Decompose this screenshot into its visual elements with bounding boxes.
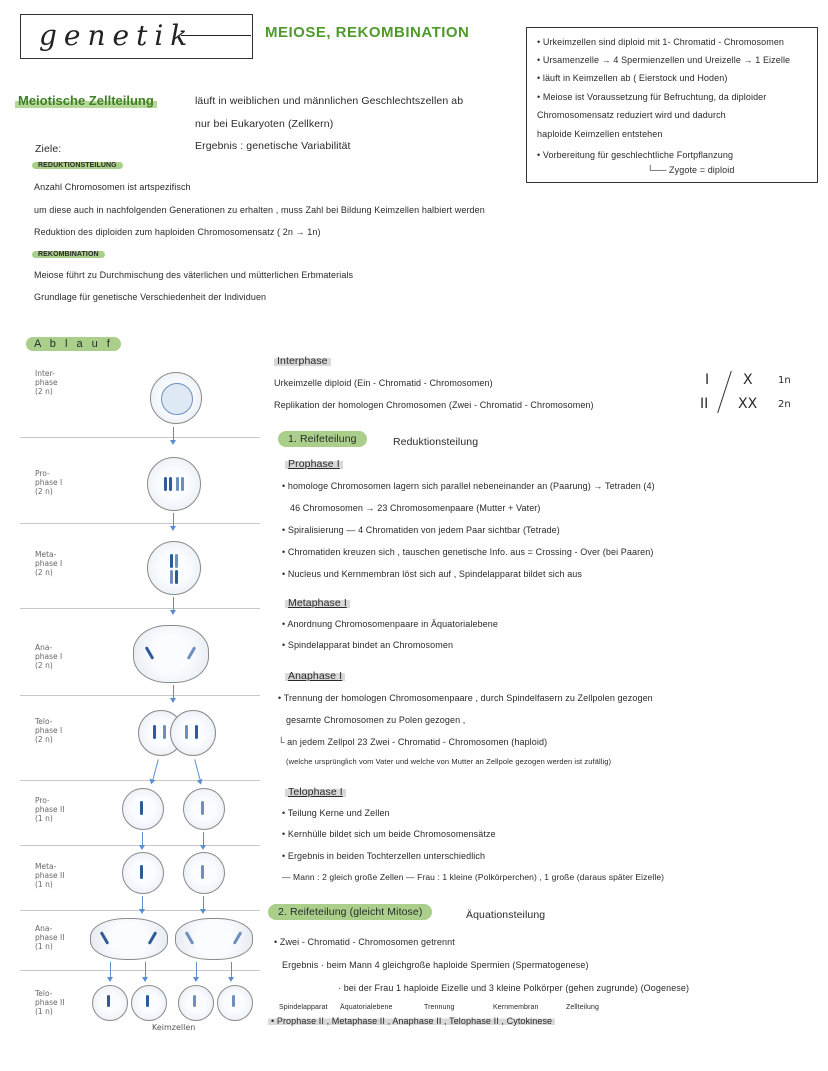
row-label-anaphase-1: Ana- phase I (2 n) — [35, 643, 63, 670]
info-line: • Ursamenzelle → 4 Spermienzellen und Ureizelle → 1 Eizelle — [537, 55, 791, 65]
row-label-prophase-2: Pro- phase II (1 n) — [35, 796, 65, 823]
reife1-badge: 1. Reifeteilung — [278, 433, 367, 445]
cell-metaphase-2-left — [122, 852, 164, 894]
prophase-1-line: • Spiralisierung — 4 Chromatiden von jedem Paar sichtbar (Tetrade) — [282, 525, 560, 535]
interphase-title: Interphase — [274, 355, 331, 367]
reife1-subtitle: Reduktionsteilung — [393, 436, 479, 448]
cell-metaphase-2-right — [183, 852, 225, 894]
interphase-sym: XX — [738, 396, 758, 412]
cell-anaphase-2-left — [90, 918, 168, 960]
gamete — [178, 985, 214, 1021]
cell-interphase — [150, 372, 202, 424]
meiosis-diagram — [20, 355, 260, 1035]
rekombination-line: Meiose führt zu Durchmischung des väterlichen und mütterlichen Erbmaterials — [34, 270, 354, 280]
cell-metaphase-1 — [147, 541, 201, 595]
reduktion-line: Anzahl Chromosomen ist artspezifisch — [34, 182, 191, 192]
info-line: haploide Keimzellen entstehen — [537, 129, 663, 139]
logo-underline — [181, 35, 251, 36]
interphase-divider — [717, 371, 732, 413]
phase-small-label: Trennung — [424, 1004, 455, 1011]
info-line: • Vorbereitung für geschlechtliche Fortpflanzung — [537, 150, 734, 160]
row-label-interphase: Inter- phase (2 n) — [35, 369, 58, 396]
row-label-telophase-2: Telo- phase II (1 n) — [35, 989, 65, 1016]
interphase-line: Replikation der homologen Chromosomen (Zwei - Chromatid - Chromosomen) — [274, 400, 594, 410]
anaphase-1-title: Anaphase I — [285, 670, 345, 682]
gamete — [217, 985, 253, 1021]
cell-prophase-2-left — [122, 788, 164, 830]
reduktion-label: REDUKTIONSTEILUNG — [32, 162, 123, 169]
reife2-line: • Zwei - Chromatid - Chromosomen getrennt — [274, 937, 455, 947]
reife2-line: · bei der Frau 1 haploide Eizelle und 3 kleine Polkörper (gehen zugrunde) (Oogenese) — [338, 983, 690, 993]
metaphase-1-line: • Anordnung Chromosomenpaare in Äquatorialebene — [282, 619, 498, 629]
keimzellen-label: Keimzellen — [152, 1023, 196, 1032]
gamete — [131, 985, 167, 1021]
info-box — [526, 27, 818, 183]
cell-anaphase-1 — [133, 625, 209, 683]
telophase-1-line: • Kernhülle bildet sich um beide Chromosomensätze — [282, 829, 496, 839]
prophase-1-line: 46 Chromosomen → 23 Chromosomenpaare (Mutter + Vater) — [290, 503, 541, 513]
row-label-prophase-1: Pro- phase I (2 n) — [35, 469, 63, 496]
ergebnis-line: Ergebnis : genetische Variabilität — [195, 140, 351, 152]
info-line: Chromosomensatz reduziert wird und dadurch — [537, 110, 726, 120]
interphase-sym: 2n — [778, 399, 791, 410]
prophase-1-title: Prophase I — [285, 458, 343, 470]
phase-small-label: Äquatorialebene — [340, 1004, 393, 1011]
intro-line: läuft in weiblichen und männlichen Geschlechtszellen ab — [195, 95, 464, 107]
cell-prophase-2-right — [183, 788, 225, 830]
interphase-sym: II — [700, 396, 709, 412]
ziele-label: Ziele: — [35, 143, 62, 155]
section-heading-meiotische: Meiotische Zellteilung — [15, 90, 157, 109]
telophase-1-title: Telophase I — [285, 786, 346, 798]
anaphase-1-line: gesamte Chromosomen zu Polen gezogen , — [286, 715, 466, 725]
anaphase-1-line: (welche ursprünglich vom Vater und welche von Mutter an Zellpole gezogen werden ist zufällig) — [286, 757, 612, 766]
interphase-sym: X — [743, 372, 753, 388]
telophase-1-line: — Mann : 2 gleich große Zellen — Frau : 1 kleine (Polkörperchen) , 1 große (daraus später Eizelle) — [282, 872, 665, 882]
anaphase-1-line: └ an jedem Zellpol 23 Zwei - Chromatid - Chromosomen (haploid) — [278, 737, 548, 747]
row-label-metaphase-1: Meta- phase I (2 n) — [35, 550, 63, 577]
intro-line: nur bei Eukaryoten (Zellkern) — [195, 118, 334, 130]
interphase-line: Urkeimzelle diploid (Ein - Chromatid - Chromosomen) — [274, 378, 493, 388]
metaphase-1-title: Metaphase I — [285, 597, 350, 609]
phase-small-label: Spindelapparat — [279, 1004, 328, 1011]
metaphase-1-line: • Spindelapparat bindet an Chromosomen — [282, 640, 454, 650]
row-label-telophase-1: Telo- phase I (2 n) — [35, 717, 63, 744]
rekombination-label: REKOMBINATION — [32, 251, 105, 258]
rekombination-line: Grundlage für genetische Verschiedenheit der Individuen — [34, 292, 267, 302]
row-label-metaphase-2: Meta- phase II (1 n) — [35, 862, 65, 889]
cell-prophase-1 — [147, 457, 201, 511]
interphase-sym: I — [705, 372, 710, 388]
gamete — [92, 985, 128, 1021]
reife2-phases-line: • Prophase II , Metaphase II , Anaphase II , Telophase II , Cytokinese — [268, 1016, 555, 1026]
info-line: • Urkeimzellen sind diploid mit 1- Chromatid - Chromosomen — [537, 37, 785, 47]
telophase-1-line: • Teilung Kerne und Zellen — [282, 808, 390, 818]
prophase-1-line: • homologe Chromosomen lagern sich parallel nebeneinander an (Paarung) → Tetraden (4) — [282, 481, 655, 491]
info-line: └── Zygote = diploid — [647, 165, 735, 175]
reduktion-line: um diese auch in nachfolgenden Generationen zu erhalten , muss Zahl bei Bildung Keimzellen halbiert werden — [34, 205, 485, 215]
row-label-anaphase-2: Ana- phase II (1 n) — [35, 924, 65, 951]
prophase-1-line: • Chromatiden kreuzen sich , tauschen genetische Info. aus = Crossing - Over (bei Paaren) — [282, 547, 654, 557]
logo-text: genetik — [39, 19, 195, 52]
anaphase-1-line: • Trennung der homologen Chromosomenpaare , durch Spindelfasern zu Zellpolen gezogen — [278, 693, 653, 703]
telophase-1-line: • Ergebnis in beiden Tochterzellen unterschiedlich — [282, 851, 486, 861]
reduktion-line: Reduktion des diploiden zum haploiden Chromosomensatz ( 2n → 1n) — [34, 227, 321, 237]
info-line: • Meiose ist Voraussetzung für Befruchtung, da diploider — [537, 92, 767, 102]
info-line: • läuft in Keimzellen ab ( Eierstock und Hoden) — [537, 73, 728, 83]
ablauf-label: A b l a u f — [26, 332, 121, 351]
title-box — [20, 14, 253, 59]
reife2-badge: 2. Reifeteilung (gleicht Mitose) — [268, 906, 432, 918]
interphase-sym: 1n — [778, 375, 791, 386]
page-title: MEIOSE, REKOMBINATION — [265, 24, 470, 41]
prophase-1-line: • Nucleus und Kernmembran löst sich auf , Spindelapparat bildet sich aus — [282, 569, 583, 579]
reife2-subtitle: Äquationsteilung — [466, 909, 546, 921]
phase-small-label: Kernmembran — [493, 1004, 539, 1011]
phase-small-label: Zellteilung — [566, 1004, 600, 1011]
cell-telophase-1-right — [170, 710, 216, 756]
reife2-line: Ergebnis · beim Mann 4 gleichgroße haploide Spermien (Spermatogenese) — [282, 960, 589, 970]
cell-anaphase-2-right — [175, 918, 253, 960]
